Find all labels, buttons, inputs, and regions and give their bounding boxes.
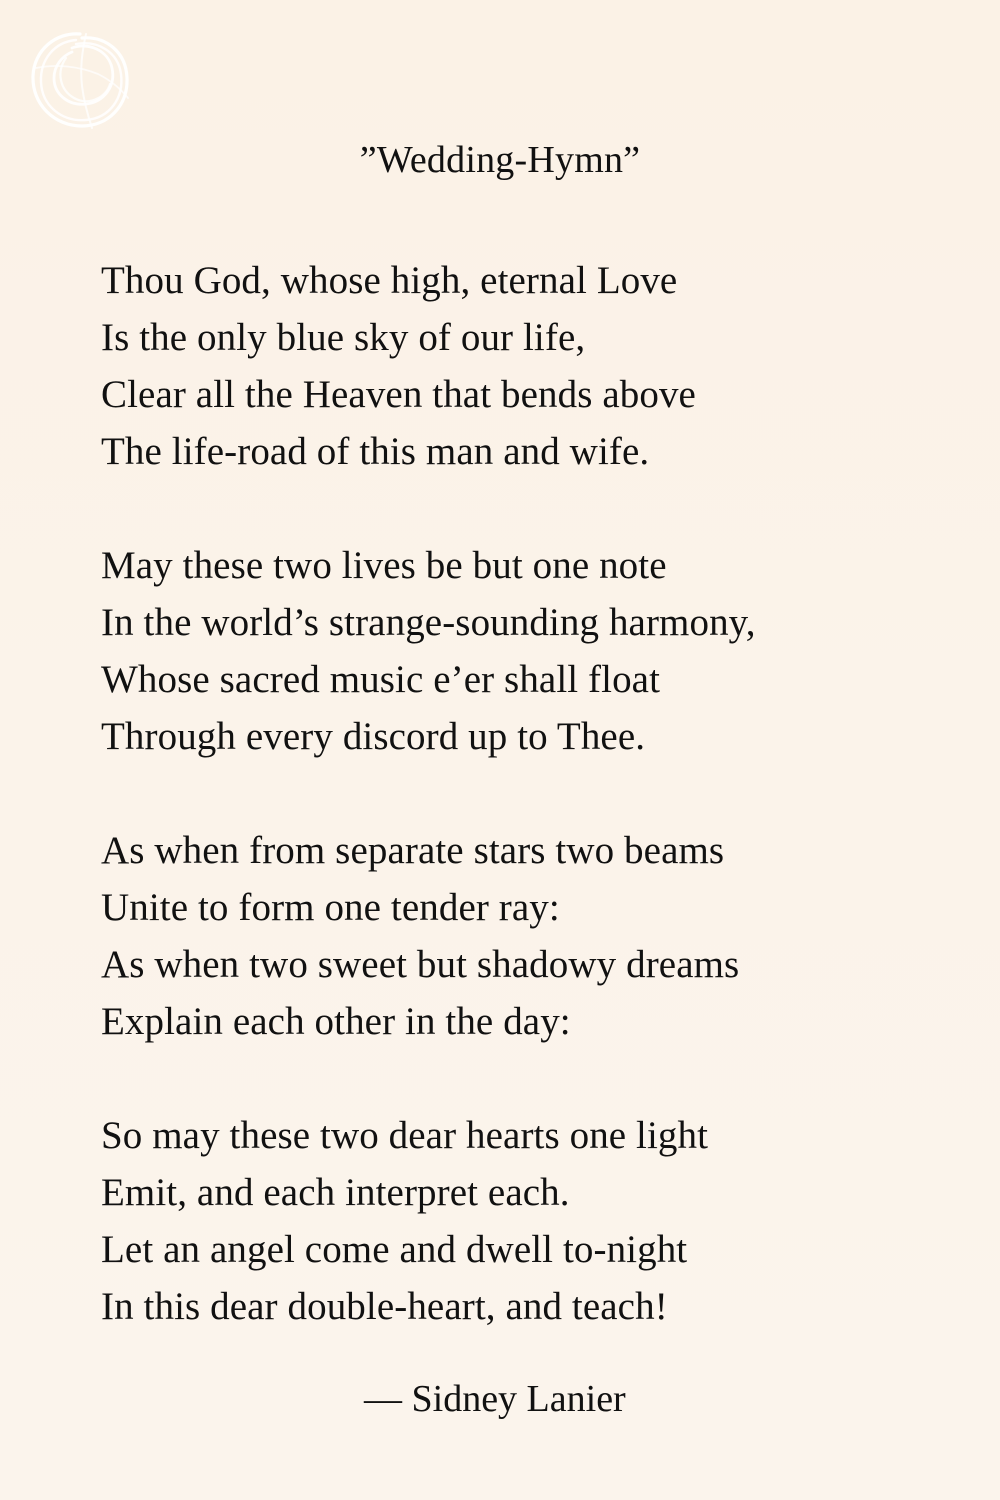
stanza-3 bbox=[101, 822, 961, 1050]
poem-line: Through every discord up to Thee. bbox=[101, 715, 646, 758]
poem-line: Explain each other in the day: bbox=[101, 1000, 571, 1043]
poem-line: Let an angel come and dwell to-night bbox=[101, 1228, 688, 1271]
poem-line: As when from separate stars two beams bbox=[101, 829, 725, 872]
poem-line: Thou God, whose high, eternal Love bbox=[101, 259, 678, 302]
poem-attribution: — Sidney Lanier bbox=[364, 1378, 626, 1420]
poem-line: Emit, and each interpret each. bbox=[101, 1171, 570, 1214]
poem-title: ”Wedding-Hymn” bbox=[359, 139, 641, 181]
poem-line: The life-road of this man and wife. bbox=[101, 430, 650, 473]
poem-line: In the world’s strange-sounding harmony, bbox=[101, 601, 756, 644]
poem-line: May these two lives be but one note bbox=[101, 544, 667, 587]
poem-line: As when two sweet but shadowy dreams bbox=[101, 943, 740, 986]
circle-scribble-logo-icon bbox=[26, 28, 134, 132]
stanza-2 bbox=[101, 537, 961, 765]
poem-line: Is the only blue sky of our life, bbox=[101, 316, 586, 359]
poem-line: In this dear double-heart, and teach! bbox=[101, 1285, 668, 1328]
poem-body bbox=[101, 252, 961, 1392]
poem-line: Clear all the Heaven that bends above bbox=[101, 373, 696, 416]
stanza-1 bbox=[101, 252, 961, 480]
stanza-4 bbox=[101, 1107, 961, 1335]
poem-line: Whose sacred music e’er shall float bbox=[101, 658, 661, 701]
poem-line: Unite to form one tender ray: bbox=[101, 886, 560, 929]
poem-line: So may these two dear hearts one light bbox=[101, 1114, 709, 1157]
